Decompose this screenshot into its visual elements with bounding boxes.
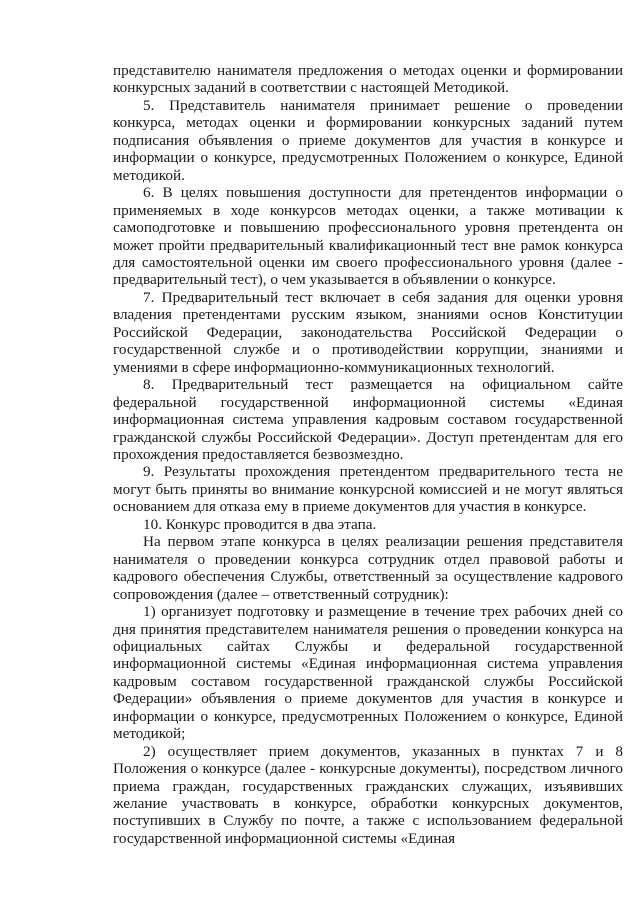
list-item-2: 2) осуществляет прием документов, указанных в пунктах 7 и 8 Положения о конкурсе (далее - конкурсные документы), посредством личного приема граждан, государственных гражданских служащих, изъявивших желание участвовать в конкурсе, обработки конкурсных документов, поступивших в Службу по почте, а также с использованием федеральной государственной информационной системы «Единая: [113, 742, 623, 847]
document-body: [113, 62, 623, 847]
list-item-1: 1) организует подготовку и размещение в течение трех рабочих дней со дня принятия представителем нанимателя решения о проведении конкурса на официальных сайтах Службы и федеральной государственной информационной системы «Единая информационная система управления кадровым составом государственной гражданской службы Российской Федерации» объявления о приеме документов для участия в конкурсе и информации о конкурсе, предусмотренных Положением о конкурсе, Единой методикой;: [113, 603, 623, 743]
paragraph-6: 6. В целях повышения доступности для претендентов информации о применяемых в ходе конкурсов методах оценки, а также мотивации к самоподготовке и повышению профессионального уровня претендента он может пройти предварительный квалификационный тест вне рамок конкурса для самостоятельной оценки им своего профессионального уровня (далее - предварительный тест), о чем указывается в объявлении о конкурсе.: [113, 184, 623, 289]
paragraph-7: 7. Предварительный тест включает в себя задания для оценки уровня владения претендентами русским языком, знаниями основ Конституции Российской Федерации, законодательства Российской Федерации о государственной службе и о противодействии коррупции, знаниями и умениями в сфере информационно-коммуникационных технологий.: [113, 288, 623, 376]
paragraph-stage-1: На первом этапе конкурса в целях реализации решения представителя нанимателя о проведении конкурса сотрудник отдел правовой работы и кадрового обеспечения Службы, ответственный за осуществление кадрового сопровождения (далее – ответственный сотрудник):: [113, 533, 623, 603]
paragraph-5: 5. Представитель нанимателя принимает решение о проведении конкурса, методах оценки и формировании конкурсных заданий путем подписания объявления о приеме документов для участия в конкурсе и информации о конкурсе, предусмотренных Положением о конкурсе, Единой методикой.: [113, 96, 623, 184]
paragraph-continuation: представителю нанимателя предложения о методах оценки и формировании конкурсных заданий в соответствии с настоящей Методикой.: [113, 62, 623, 97]
paragraph-9: 9. Результаты прохождения претендентом предварительного теста не могут быть приняты во внимание конкурсной комиссией и не могут являться основанием для отказа ему в приеме документов для участия в конкурсе.: [113, 463, 623, 516]
paragraph-10: 10. Конкурс проводится в два этапа.: [143, 515, 377, 533]
paragraph-8: 8. Предварительный тест размещается на официальном сайте федеральной государственной информационной системы «Единая информационная система управления кадровым составом государственной гражданской службы Российской Федерации». Доступ претендентам для его прохождения предоставляется безвозмездно.: [113, 376, 623, 463]
